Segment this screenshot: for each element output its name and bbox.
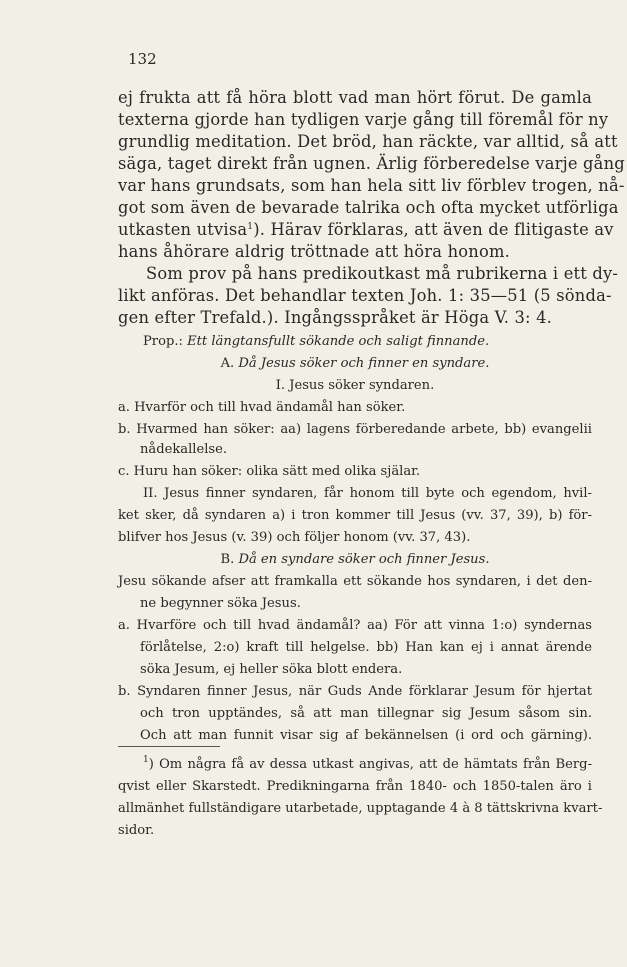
section-ii-text: II. Jesus finner syndaren, får honom till byte och egendom, hvil- — [143, 486, 592, 501]
footnote-line: sidor. — [118, 823, 155, 838]
outline-item: b. Hvarmed han söker: aa) lagens förberedande arbete, bb) evangelii — [118, 422, 592, 437]
text-line: grundlig meditation. Det bröd, han räckte, var alltid, så att — [118, 132, 618, 151]
text-span: ). Härav förklaras, att även de flitigaste av — [253, 220, 614, 239]
footnote-divider — [118, 746, 220, 747]
text-line-with-footnote — [118, 220, 614, 239]
footnote-line: qvist eller Skarstedt. Predikningarna från 1840- och 1850-talen äro i — [118, 779, 592, 794]
outline-item-cont: och tron upptändes, så att man tillegnar sig Jesum såsom sin. — [140, 706, 592, 721]
prop-label: Prop.: — [143, 334, 188, 349]
outline-item-cont: nådekallelse. — [140, 442, 228, 457]
part-a-text: Då Jesus söker och finner en syndare. — [238, 356, 490, 371]
outline-item: a. Hvarföre och till hvad ändamål? aa) För att vinna 1:o) syndernas — [118, 618, 592, 633]
section-i-heading: I. Jesus söker syndaren. — [275, 378, 435, 393]
text-line: got som även de bevarade talrika och ofta mycket utförliga — [118, 198, 619, 217]
footnote-marker: 1 — [143, 755, 149, 765]
outline-item-cont: förlåtelse, 2:o) kraft till helgelse. bb) Han kan ej i annat ärende — [140, 640, 592, 655]
text-span: utkasten utvisa — [118, 220, 248, 239]
footnote-ref: 1 — [247, 222, 254, 232]
text-line: texterna gjorde han tydligen varje gång till föremål för ny — [118, 110, 609, 129]
section-ii-text: ket sker, då syndaren a) i tron kommer till Jesus (vv. 37, 39), b) för- — [118, 508, 592, 523]
outline-item-cont: Och att man funnit visar sig af bekännelsen (i ord och gärning). — [140, 728, 592, 743]
text-line: hans åhörare aldrig tröttnade att höra honom. — [118, 242, 510, 261]
part-b-heading — [118, 552, 592, 567]
part-a-heading — [118, 356, 592, 371]
text-line: ej frukta att få höra blott vad man hört förut. De gamla — [118, 88, 592, 107]
text-line: säga, taget direkt från ugnen. Ärlig förberedelse varje gång — [118, 154, 625, 173]
prop-text: Ett längtansfullt sökande och saligt finnande. — [187, 334, 490, 349]
text-line: Som prov på hans predikoutkast må rubrikerna i ett dy- — [146, 264, 619, 283]
text-line: var hans grundsats, som han hela sitt liv förblev trogen, nå- — [118, 176, 625, 195]
footnote-line: allmänhet fullständigare utarbetade, upptagande 4 à 8 tättskrivna kvart- — [118, 801, 603, 816]
part-a-label: A. — [220, 356, 239, 371]
outline-item: b. Syndaren finner Jesus, när Guds Ande förklarar Jesum för hjertat — [118, 684, 592, 699]
text-line: gen efter Trefald.). Ingångsspråket är Höga V. 3: 4. — [118, 308, 553, 327]
text-line: likt anföras. Det behandlar texten Joh. 1: 35—51 (5 sönda- — [118, 286, 612, 305]
outline-text: Jesu sökande afser att framkalla ett sökande hos syndaren, i det den- — [118, 574, 592, 589]
page-number: 132 — [128, 50, 157, 68]
outline-item-cont: söka Jesum, ej heller söka blott endera. — [140, 662, 403, 677]
outline-item: a. Hvarför och till hvad ändamål han söker. — [118, 400, 406, 415]
section-ii-text: blifver hos Jesus (v. 39) och följer honom (vv. 37, 43). — [118, 530, 471, 545]
outline-item: c. Huru han söker: olika sätt med olika själar. — [118, 464, 421, 479]
footnote-line — [143, 757, 592, 772]
part-b-text: Då en syndare söker och finner Jesus. — [238, 552, 490, 567]
part-b-label: B. — [220, 552, 239, 567]
outline-text: ne begynner söka Jesus. — [140, 596, 301, 611]
footnote-text: ) Om några få av dessa utkast angivas, att de hämtats från Berg- — [148, 757, 592, 772]
prop-line — [143, 334, 592, 349]
